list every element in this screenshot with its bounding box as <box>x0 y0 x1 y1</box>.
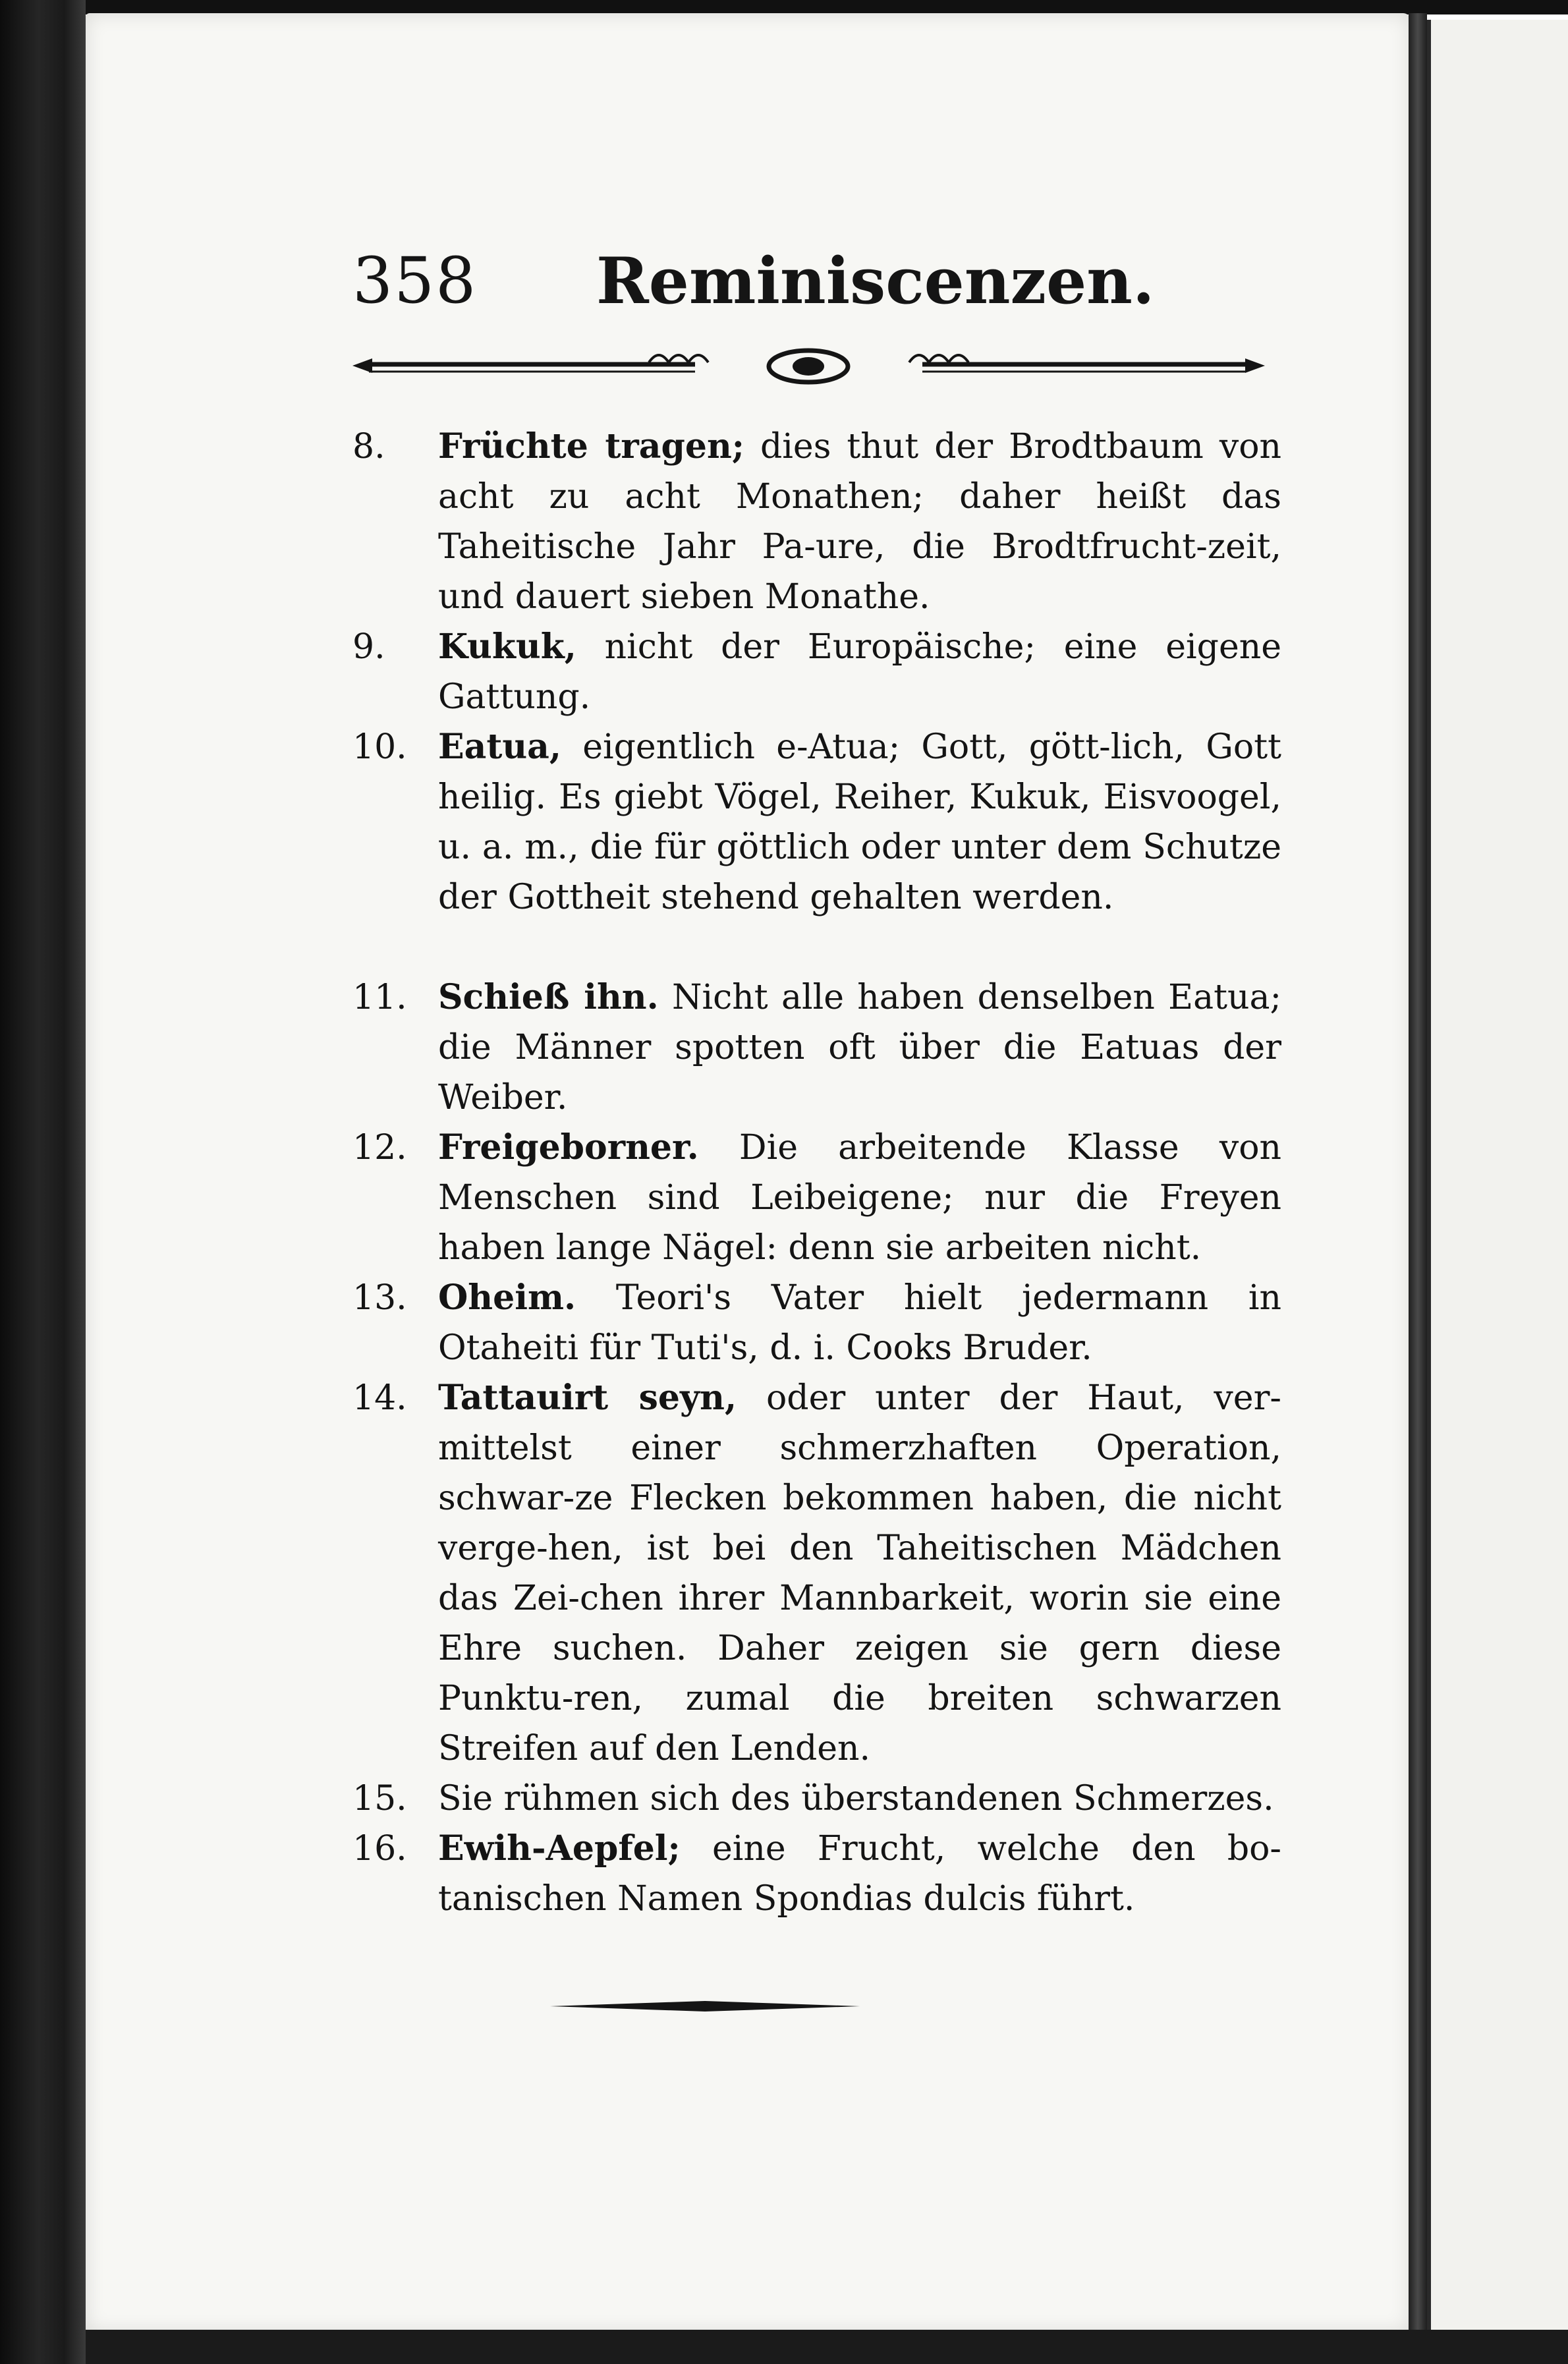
footnote-body: Teori's Vater hielt jedermann in Otaheiti für Tuti's, d. i. Cooks Bruder. <box>438 1278 1282 1368</box>
footnote-lemma: Oheim. <box>438 1278 576 1318</box>
footnote-10 <box>352 722 1281 922</box>
header-ornament-rule <box>352 343 1265 389</box>
footnote-number: 10. <box>352 727 407 767</box>
footnote-body: oder unter der Haut, ver-mittelst einer schmerzhaften Operation, schwar-ze Flecken bekommen haben, die nicht verge-hen, ist bei den Taheitischen Mädchen das Zei-chen ihrer Mannbarkeit, worin sie eine Ehre suchen. Daher zeigen sie gern diese Punktu-ren, zumal die breiten schwarzen Streifen auf den Lenden. <box>438 1378 1281 1768</box>
footnote-number: 12. <box>352 1128 407 1168</box>
footnote-14 <box>352 1373 1281 1774</box>
top-edge-shadow <box>0 0 1568 14</box>
footnote-16 <box>352 1824 1281 1924</box>
footnote-lemma: Schieß ihn. <box>438 977 659 1017</box>
footnote-body: Die arbeitende Klasse von Menschen sind Leibeigene; nur die Freyen haben lange Nägel: denn sie arbeiten nicht. <box>438 1128 1281 1268</box>
footnote-text <box>352 1373 1281 1774</box>
end-rule-ornament <box>550 2000 860 2013</box>
page-number: 358 <box>352 244 478 318</box>
book-binding <box>0 0 86 2364</box>
footnote-number: 11. <box>352 978 407 1017</box>
footnote-lemma: Früchte tragen; <box>438 426 744 466</box>
page-gutter <box>1409 13 1427 2339</box>
footnote-number: 8. <box>352 427 385 466</box>
footnote-body: nicht der Europäische; eine eigene Gattung. <box>438 627 1282 717</box>
footnote-body: eigentlich e-Atua; Gott, gött-lich, Gott heilig. Es giebt Vögel, Reiher, Kukuk, Eisvoogel, u. a. m., die für göttlich oder unter dem Schutze der Gottheit stehend gehalten werden. <box>438 727 1282 917</box>
bottom-edge-shadow <box>86 2330 1568 2364</box>
footnote-lemma: Freigeborner. <box>438 1127 699 1168</box>
footnote-text <box>352 1123 1281 1273</box>
footnote-body: Nicht alle haben denselben Eatua; die Männer spotten oft über die Eatuas der Weiber. <box>438 978 1282 1117</box>
footnote-lemma: Ewih-Aepfel; <box>438 1828 681 1869</box>
footnote-text <box>352 1774 1281 1824</box>
running-title: Reminiscenzen. <box>596 244 1155 318</box>
footnote-text <box>352 1824 1281 1924</box>
footnote-number: 13. <box>352 1278 407 1318</box>
footnote-text <box>352 422 1281 622</box>
footnote-number: 16. <box>352 1829 407 1869</box>
footnote-13 <box>352 1273 1281 1373</box>
footnote-lemma: Tattauirt seyn, <box>438 1378 737 1418</box>
footnote-number: 15. <box>352 1779 407 1818</box>
footnote-text <box>352 622 1281 722</box>
footnote-number: 9. <box>352 627 385 667</box>
footnote-8 <box>352 422 1281 622</box>
footnote-text <box>352 972 1281 1123</box>
footnote-15 <box>352 1774 1281 1824</box>
facing-page-edge <box>1427 20 1568 2332</box>
footnote-body: eine Frucht, welche den bo-tanischen Namen Spondias dulcis führt. <box>438 1829 1281 1919</box>
footnote-number: 14. <box>352 1378 407 1418</box>
footnote-text <box>352 722 1281 922</box>
footnote-12 <box>352 1123 1281 1273</box>
footnote-lemma: Eatua, <box>438 727 561 767</box>
footnote-body: dies thut der Brodtbaum von acht zu acht Monathen; daher heißt das Taheitische Jahr Pa-ure, die Brodtfrucht-zeit, und dauert sieben Monathe. <box>438 427 1282 617</box>
footnote-9 <box>352 622 1281 722</box>
footnote-text <box>352 1273 1281 1373</box>
footnote-11 <box>352 972 1281 1123</box>
footnote-body: Sie rühmen sich des überstandenen Schmerzes. <box>438 1779 1274 1818</box>
footnote-lemma: Kukuk, <box>438 627 576 667</box>
